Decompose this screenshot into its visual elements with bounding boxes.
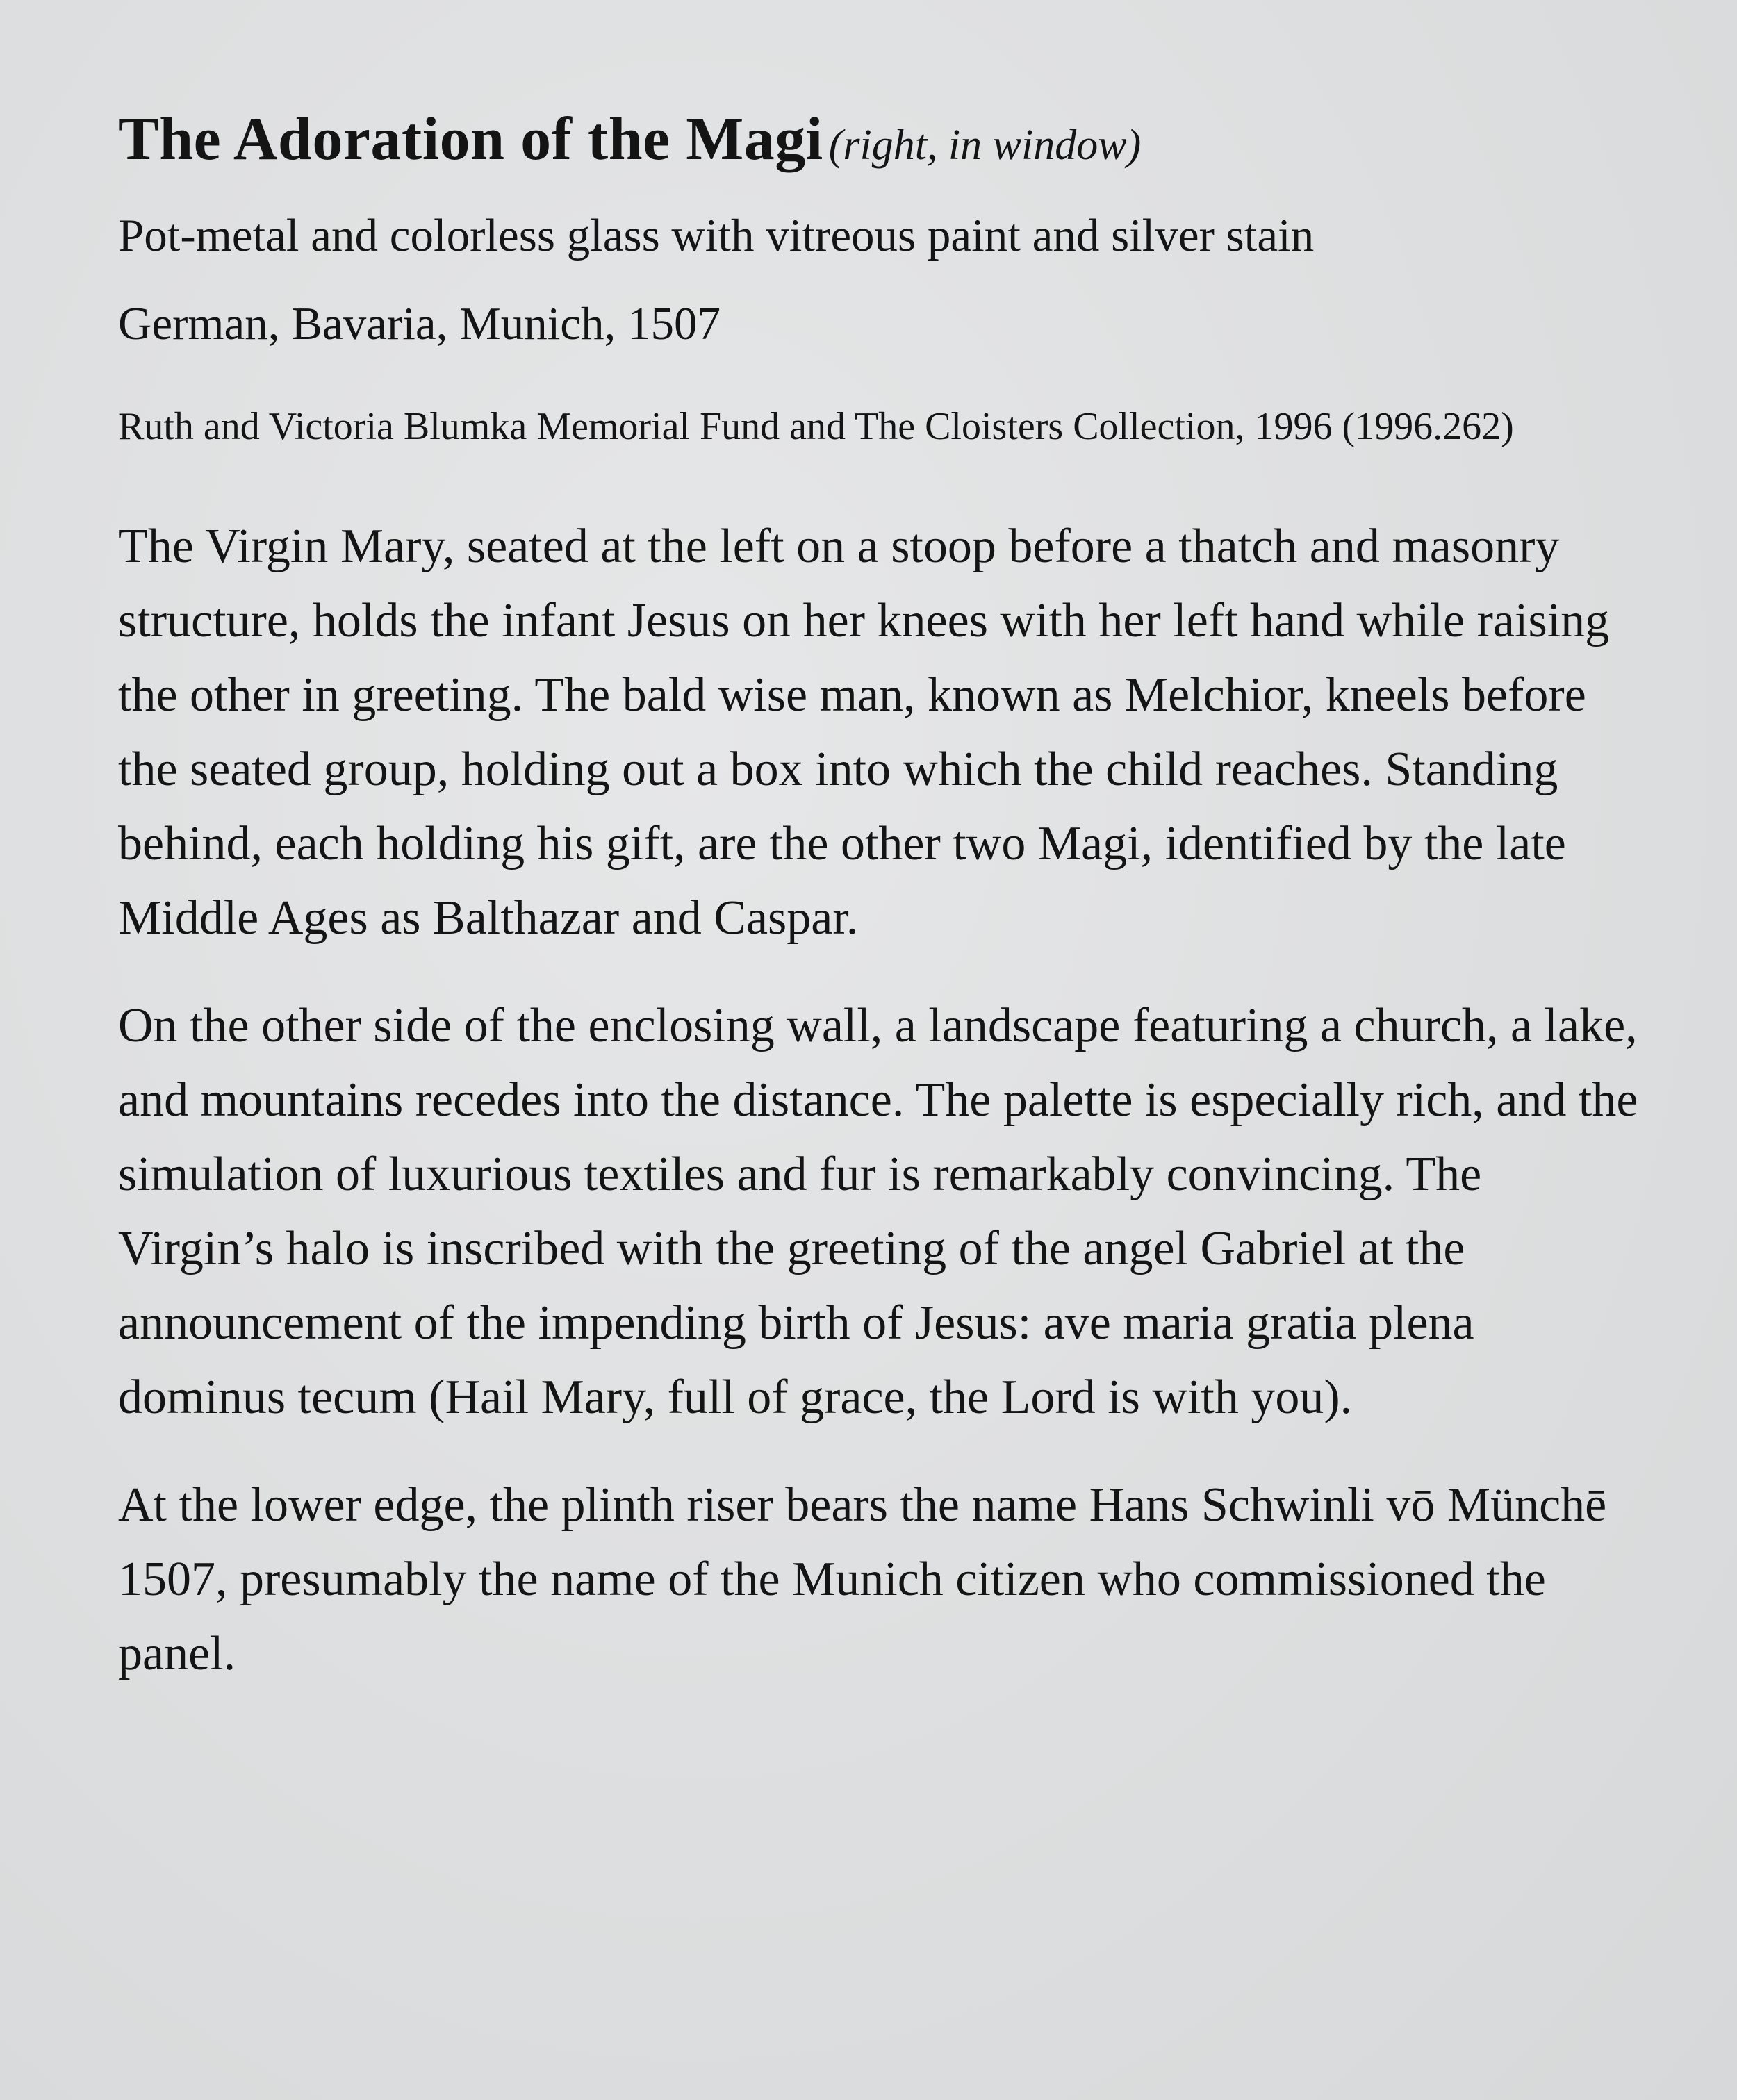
description-paragraph-2: On the other side of the enclosing wall, a landscape featuring a church, a lake, and mountains recedes into the distance. The palette is especially rich, and the simulation of luxurious textiles and fur is remarkably convincing. The Virgin’s halo is inscribed with the greeting of the angel Gabriel at the announcement of the impending birth of Jesus: ave maria gratia plena dominus tecum (Hail Mary, full of grace, the Lord is with you). (118, 999, 1638, 1425)
description-paragraph-1: The Virgin Mary, seated at the left on a stoop before a thatch and masonry structure, holds the infant Jesus on her knees with her left hand while raising the other in greeting. The bald wise man, known as Melchior, kneels before the seated group, holding out a box into which the child reaches. Standing behind, each holding his gift, are the other two Magi, identified by the late Middle Ages as Balthazar and Caspar. (118, 520, 1610, 945)
museum-label (118, 104, 1681, 1691)
description-paragraph-3: At the lower edge, the plinth riser bears the name Hans Schwinli vō Münchē 1507, presumably the name of the Munich citizen who commissioned the panel. (118, 1478, 1607, 1681)
artwork-origin: German, Bavaria, Munich, 1507 (118, 298, 721, 350)
artwork-placement: (right, in window) (828, 122, 1142, 169)
credit-line: Ruth and Victoria Blumka Memorial Fund and The Cloisters Collection, 1996 (1996.262) (118, 405, 1514, 449)
artwork-medium: Pot-metal and colorless glass with vitreous paint and silver stain (118, 210, 1315, 262)
label-heading (118, 104, 1681, 174)
artwork-title: The Adoration of the Magi (118, 106, 823, 173)
